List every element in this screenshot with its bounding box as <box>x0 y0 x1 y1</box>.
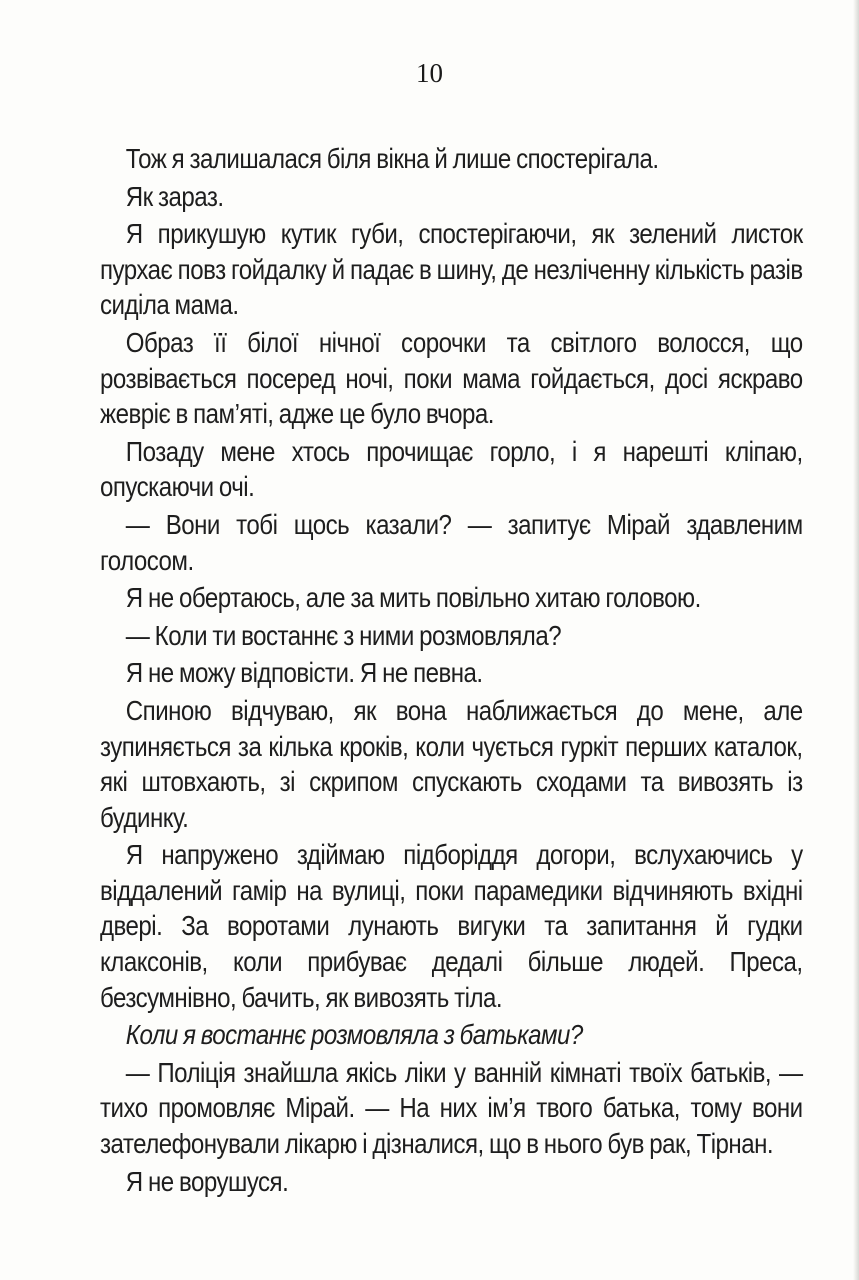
paragraph: Позаду мене хтось прочищає горло, і я нарешті кліпаю, опускаючи очі. <box>100 435 803 503</box>
paragraph: — Коли ти востаннє з ними розмовляла? <box>125 619 562 651</box>
paragraph: Тож я залишалася біля вікна й лише спостерігала. <box>125 143 659 174</box>
italic-paragraph: Коли я востаннє розмовляла з батьками? <box>125 1019 583 1051</box>
paragraph: Я не можу відповісти. Я не певна. <box>125 657 483 689</box>
paragraph: Я прикушую кутик губи, спостерігаючи, як зелений листок пурхає повз гойдалку й падає в шину, де незліченну кількість разів сиділа мама. <box>100 218 803 321</box>
paragraph: Спиною відчуваю, як вона наближається до мене, але зупиняється за кілька кроків, коли чується гуркіт перших каталок, які штовхають, зі скрипом спускають сходами та вивозять із будинку. <box>100 694 803 833</box>
body-text <box>100 141 803 1199</box>
paragraph: Я не обертаюсь, але за мить повільно хитаю головою. <box>125 582 701 614</box>
paragraph: Я не ворушуся. <box>125 1165 289 1197</box>
page-edge-shadow <box>853 0 859 1280</box>
paragraph: Я напружено здіймаю підборіддя догори, вслухаючись у віддалений гамір на вулиці, поки парамедики відчиняють вхідні двері. За воротами лунають вигуки та запитання й гудки клаксонів, коли прибуває дедалі більше людей. Преса, безсумнівно, бачить, як вивозять тіла. <box>100 839 803 1013</box>
paragraph: — Поліція знайшла якісь ліки у ванній кімнаті твоїх батьків, — тихо промовляє Мірай. — На них ім’я твого батька, тому вони зателефонували лікарю і дізналися, що в нього був рак, Тірнан. <box>100 1056 803 1160</box>
paragraph: Як зараз. <box>125 180 224 212</box>
paragraph: Образ її білої нічної сорочки та світлого волосся, що розвівається посеред ночі, поки мама гойдається, досі яскраво жевріє в пам’яті, адже це було вчора. <box>100 326 803 430</box>
page-number: 10 <box>416 58 443 88</box>
paragraph: — Вони тобі щось казали? — запитує Мірай здавленим голосом. <box>100 508 803 576</box>
